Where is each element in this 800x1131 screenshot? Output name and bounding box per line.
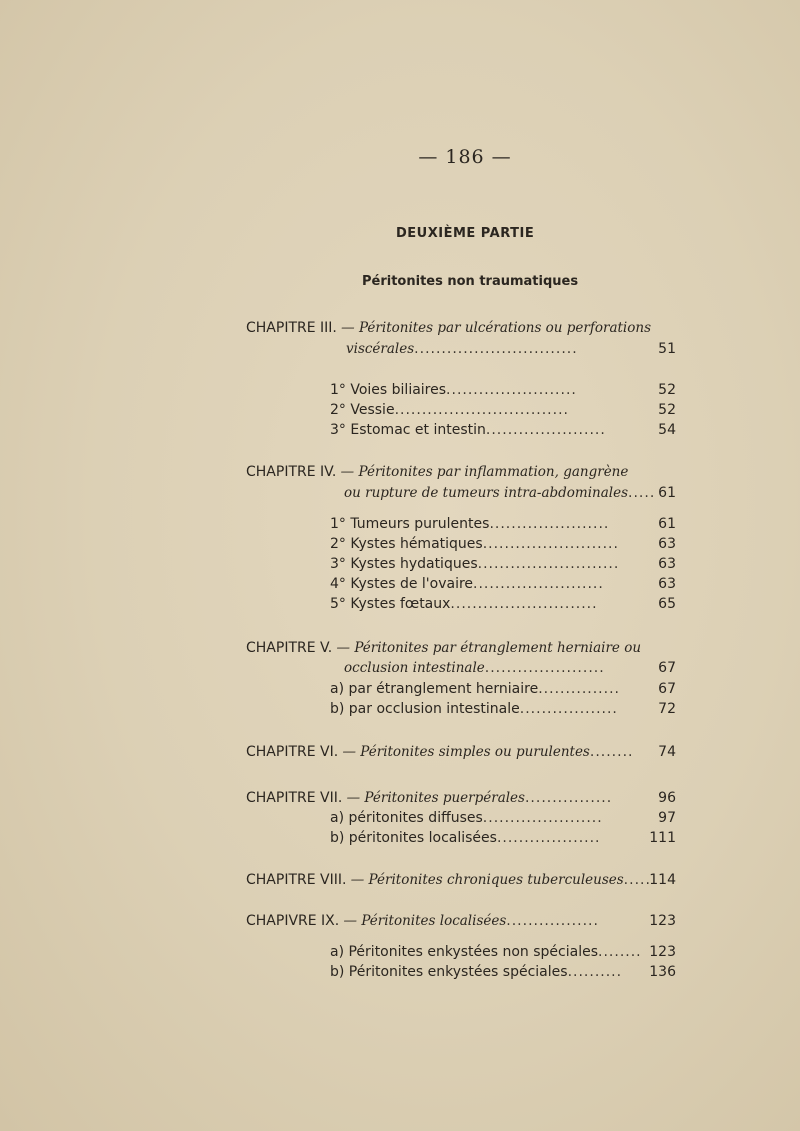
page-reference: 67 <box>658 660 676 676</box>
chapter-label: CHAPITRE IV. <box>246 464 337 480</box>
toc-entry <box>330 536 619 552</box>
toc-entry <box>330 576 604 592</box>
entry-text: b) péritonites localisées <box>330 830 497 846</box>
page-reference: 51 <box>658 341 676 357</box>
page-reference: 61 <box>658 516 676 532</box>
toc-entry <box>330 596 598 612</box>
chapter-title: — Péritonites puerpérales <box>342 790 525 806</box>
page-reference: 111 <box>649 830 676 846</box>
page-reference: 63 <box>658 556 676 572</box>
entry-text: a) péritonites diffuses <box>330 810 483 826</box>
chapter-label: CHAPITRE VII. <box>246 790 343 806</box>
page-reference: 52 <box>658 382 676 398</box>
leader-dots: ........................... <box>450 596 598 612</box>
chapter-title: — Péritonites par étranglement herniaire ou <box>332 640 642 656</box>
page-reference: 123 <box>649 944 676 960</box>
entry-text: 3° Estomac et intestin <box>330 422 486 438</box>
toc-entry <box>330 944 642 960</box>
page-reference: 96 <box>658 790 676 806</box>
entry-text: b) par occlusion intestinale <box>330 701 520 717</box>
leader-dots: ...................... <box>485 422 606 438</box>
toc-entry <box>330 402 569 418</box>
entry-text: occlusion intestinale <box>344 660 485 676</box>
toc-entry <box>330 556 619 572</box>
leader-dots: ..... <box>623 872 651 888</box>
section-title: Péritonites non traumatiques <box>362 274 579 289</box>
chapter-label: CHAPITRE III. <box>246 320 337 336</box>
toc-entry <box>330 516 609 532</box>
toc-entry <box>330 810 603 826</box>
entry-text: 2° Vessie <box>330 402 395 418</box>
chapter-label: CHAPITRE VI. <box>246 744 339 760</box>
entry-text: 1° Voies biliaires <box>330 382 447 398</box>
toc-entry <box>346 341 578 357</box>
toc-entry <box>330 701 618 717</box>
entry-text: 2° Kystes hématiques <box>330 536 483 552</box>
page-reference: 123 <box>649 913 676 929</box>
leader-dots: ..... <box>628 485 656 501</box>
page-reference: 136 <box>649 964 676 980</box>
page-number: — 186 — <box>418 146 512 168</box>
page-reference: 67 <box>658 681 676 697</box>
entry-text: 1° Tumeurs purulentes <box>330 516 490 532</box>
toc-entry <box>330 964 622 980</box>
leader-dots: .............................. <box>414 341 578 357</box>
toc-entry <box>330 422 606 438</box>
toc-entry <box>246 464 628 480</box>
chapter-title: — Péritonites localisées <box>339 913 507 929</box>
entry-text: a) Péritonites enkystées non spéciales <box>330 944 599 960</box>
page-reference: 63 <box>658 536 676 552</box>
leader-dots: .......................... <box>477 556 620 572</box>
page-reference: 61 <box>658 485 676 501</box>
chapter-title: — Péritonites par inflammation, gangrène <box>336 464 629 480</box>
entry-text: a) par étranglement herniaire <box>330 681 539 697</box>
leader-dots: .................. <box>519 701 618 717</box>
toc-entry <box>344 660 605 676</box>
page-reference: 114 <box>649 872 676 888</box>
toc-entry <box>344 485 655 501</box>
leader-dots: ........ <box>598 944 642 960</box>
chapter-label: CHAPITRE V. <box>246 640 333 656</box>
toc-entry <box>246 872 651 888</box>
leader-dots: ...................... <box>484 660 605 676</box>
entry-text: viscérales <box>346 341 415 357</box>
chapter-label: CHAPIVRE IX. <box>246 913 340 929</box>
chapter-title: — Péritonites par ulcérations ou perforations <box>336 320 651 336</box>
toc-entry <box>246 744 633 760</box>
toc-entry <box>330 681 620 697</box>
leader-dots: ...................... <box>482 810 603 826</box>
leader-dots: ........................ <box>446 382 577 398</box>
chapter-title: — Péritonites simples ou purulentes <box>338 744 590 760</box>
leader-dots: .......... <box>567 964 623 980</box>
page-reference: 54 <box>658 422 676 438</box>
toc-entry <box>246 640 641 656</box>
leader-dots: ........................ <box>473 576 604 592</box>
leader-dots: ............... <box>538 681 620 697</box>
chapter-title: — Péritonites chroniques tuberculeuses <box>346 872 624 888</box>
chapter-label: CHAPITRE VIII. <box>246 872 347 888</box>
entry-text: 5° Kystes fœtaux <box>330 596 451 612</box>
page-reference: 65 <box>658 596 676 612</box>
page-reference: 72 <box>658 701 676 717</box>
page-reference: 97 <box>658 810 676 826</box>
leader-dots: ................................ <box>394 402 569 418</box>
part-title: DEUXIÈME PARTIE <box>396 226 535 241</box>
entry-text: b) Péritonites enkystées spéciales <box>330 964 568 980</box>
leader-dots: ........ <box>589 744 634 760</box>
toc-entry <box>246 913 599 929</box>
leader-dots: ................... <box>496 830 601 846</box>
page-reference: 74 <box>658 744 676 760</box>
entry-text: 3° Kystes hydatiques <box>330 556 478 572</box>
leader-dots: ...................... <box>489 516 610 532</box>
toc-entry <box>330 382 577 398</box>
entry-text: ou rupture de tumeurs intra-abdominales <box>344 485 629 501</box>
page-reference: 52 <box>658 402 676 418</box>
toc-entry <box>246 320 651 336</box>
entry-text: 4° Kystes de l'ovaire <box>330 576 474 592</box>
leader-dots: ................. <box>506 913 599 929</box>
leader-dots: ......................... <box>482 536 619 552</box>
page-reference: 63 <box>658 576 676 592</box>
leader-dots: ................ <box>524 790 613 806</box>
toc-entry <box>246 790 612 806</box>
toc-entry <box>330 830 601 846</box>
